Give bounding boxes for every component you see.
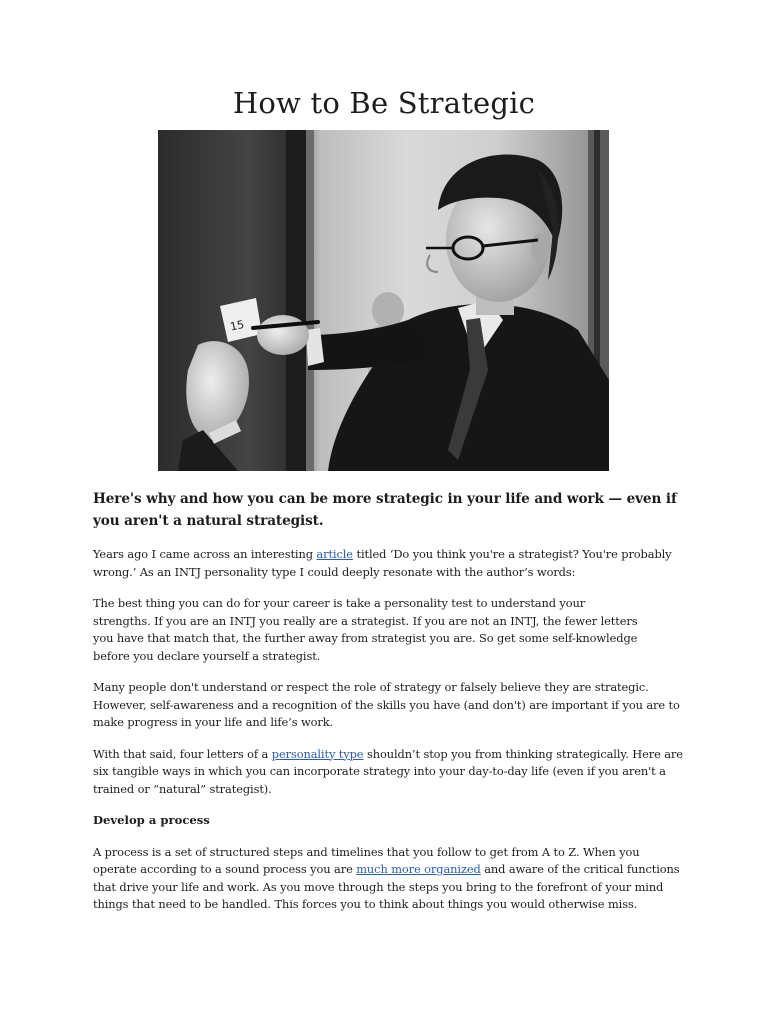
paragraph-1 (93, 546, 683, 581)
paragraph-2: Many people don't understand or respect the role of strategy or falsely believe they are strategic. However, self-awareness and a recognition of the skills you have (and don't) are important if you are to make progress in your life and life’s work. (93, 680, 680, 729)
note-label: 15 (228, 317, 246, 334)
paragraph-4-text-a: A process is a set of structured steps and timelines that you follow to get from A to Z. When you operate according to a sound process you are (93, 844, 640, 876)
photo-man-writing-on-door-icon (158, 130, 609, 471)
paragraph-3-text-b: shouldn’t stop you from thinking strategically. Here are six tangible ways in which you can incorporate strategy into your day-to-day life (even if you aren't a trained or “natural” strategist). (93, 746, 683, 796)
paragraph-1-text-b: titled ‘Do you think you're a strategist? You're probably wrong.’ As an INTJ personality type I could deeply resonate with the author’s words: (93, 547, 672, 579)
article-link[interactable]: article (316, 547, 353, 561)
lead-paragraph: Here's why and how you can be more strategic in your life and work — even if you aren't a natural strategist. (93, 491, 677, 529)
article-body (93, 489, 683, 928)
paragraph-3-text-a: With that said, four letters of a (93, 746, 272, 761)
paragraph-3 (93, 746, 683, 799)
paragraph-1-text-a: Years ago I came across an interesting (93, 547, 317, 561)
hero-photo (158, 130, 609, 471)
paragraph-4-text-b: and aware of the critical functions that drive your life and work. As you move through the steps you bring to the forefront of your mind things that need to be handled. This forces you to think about things you would otherwise miss. (93, 862, 680, 911)
paragraph-4 (93, 844, 683, 914)
personality-type-link[interactable]: personality type (271, 746, 364, 761)
much-more-organized-link[interactable]: much more organized (356, 862, 481, 876)
page-title: How to Be Strategic (232, 86, 536, 120)
quote-paragraph: The best thing you can do for your career is take a personality test to understand your strengths. If you are an INTJ you really are a strategist. If you are not an INTJ, the fewer letters you have that match that, the further away from strategist you are. So get some self-knowledge before you declare yourself a strategist. (93, 596, 638, 663)
section-heading: Develop a process (93, 813, 210, 827)
